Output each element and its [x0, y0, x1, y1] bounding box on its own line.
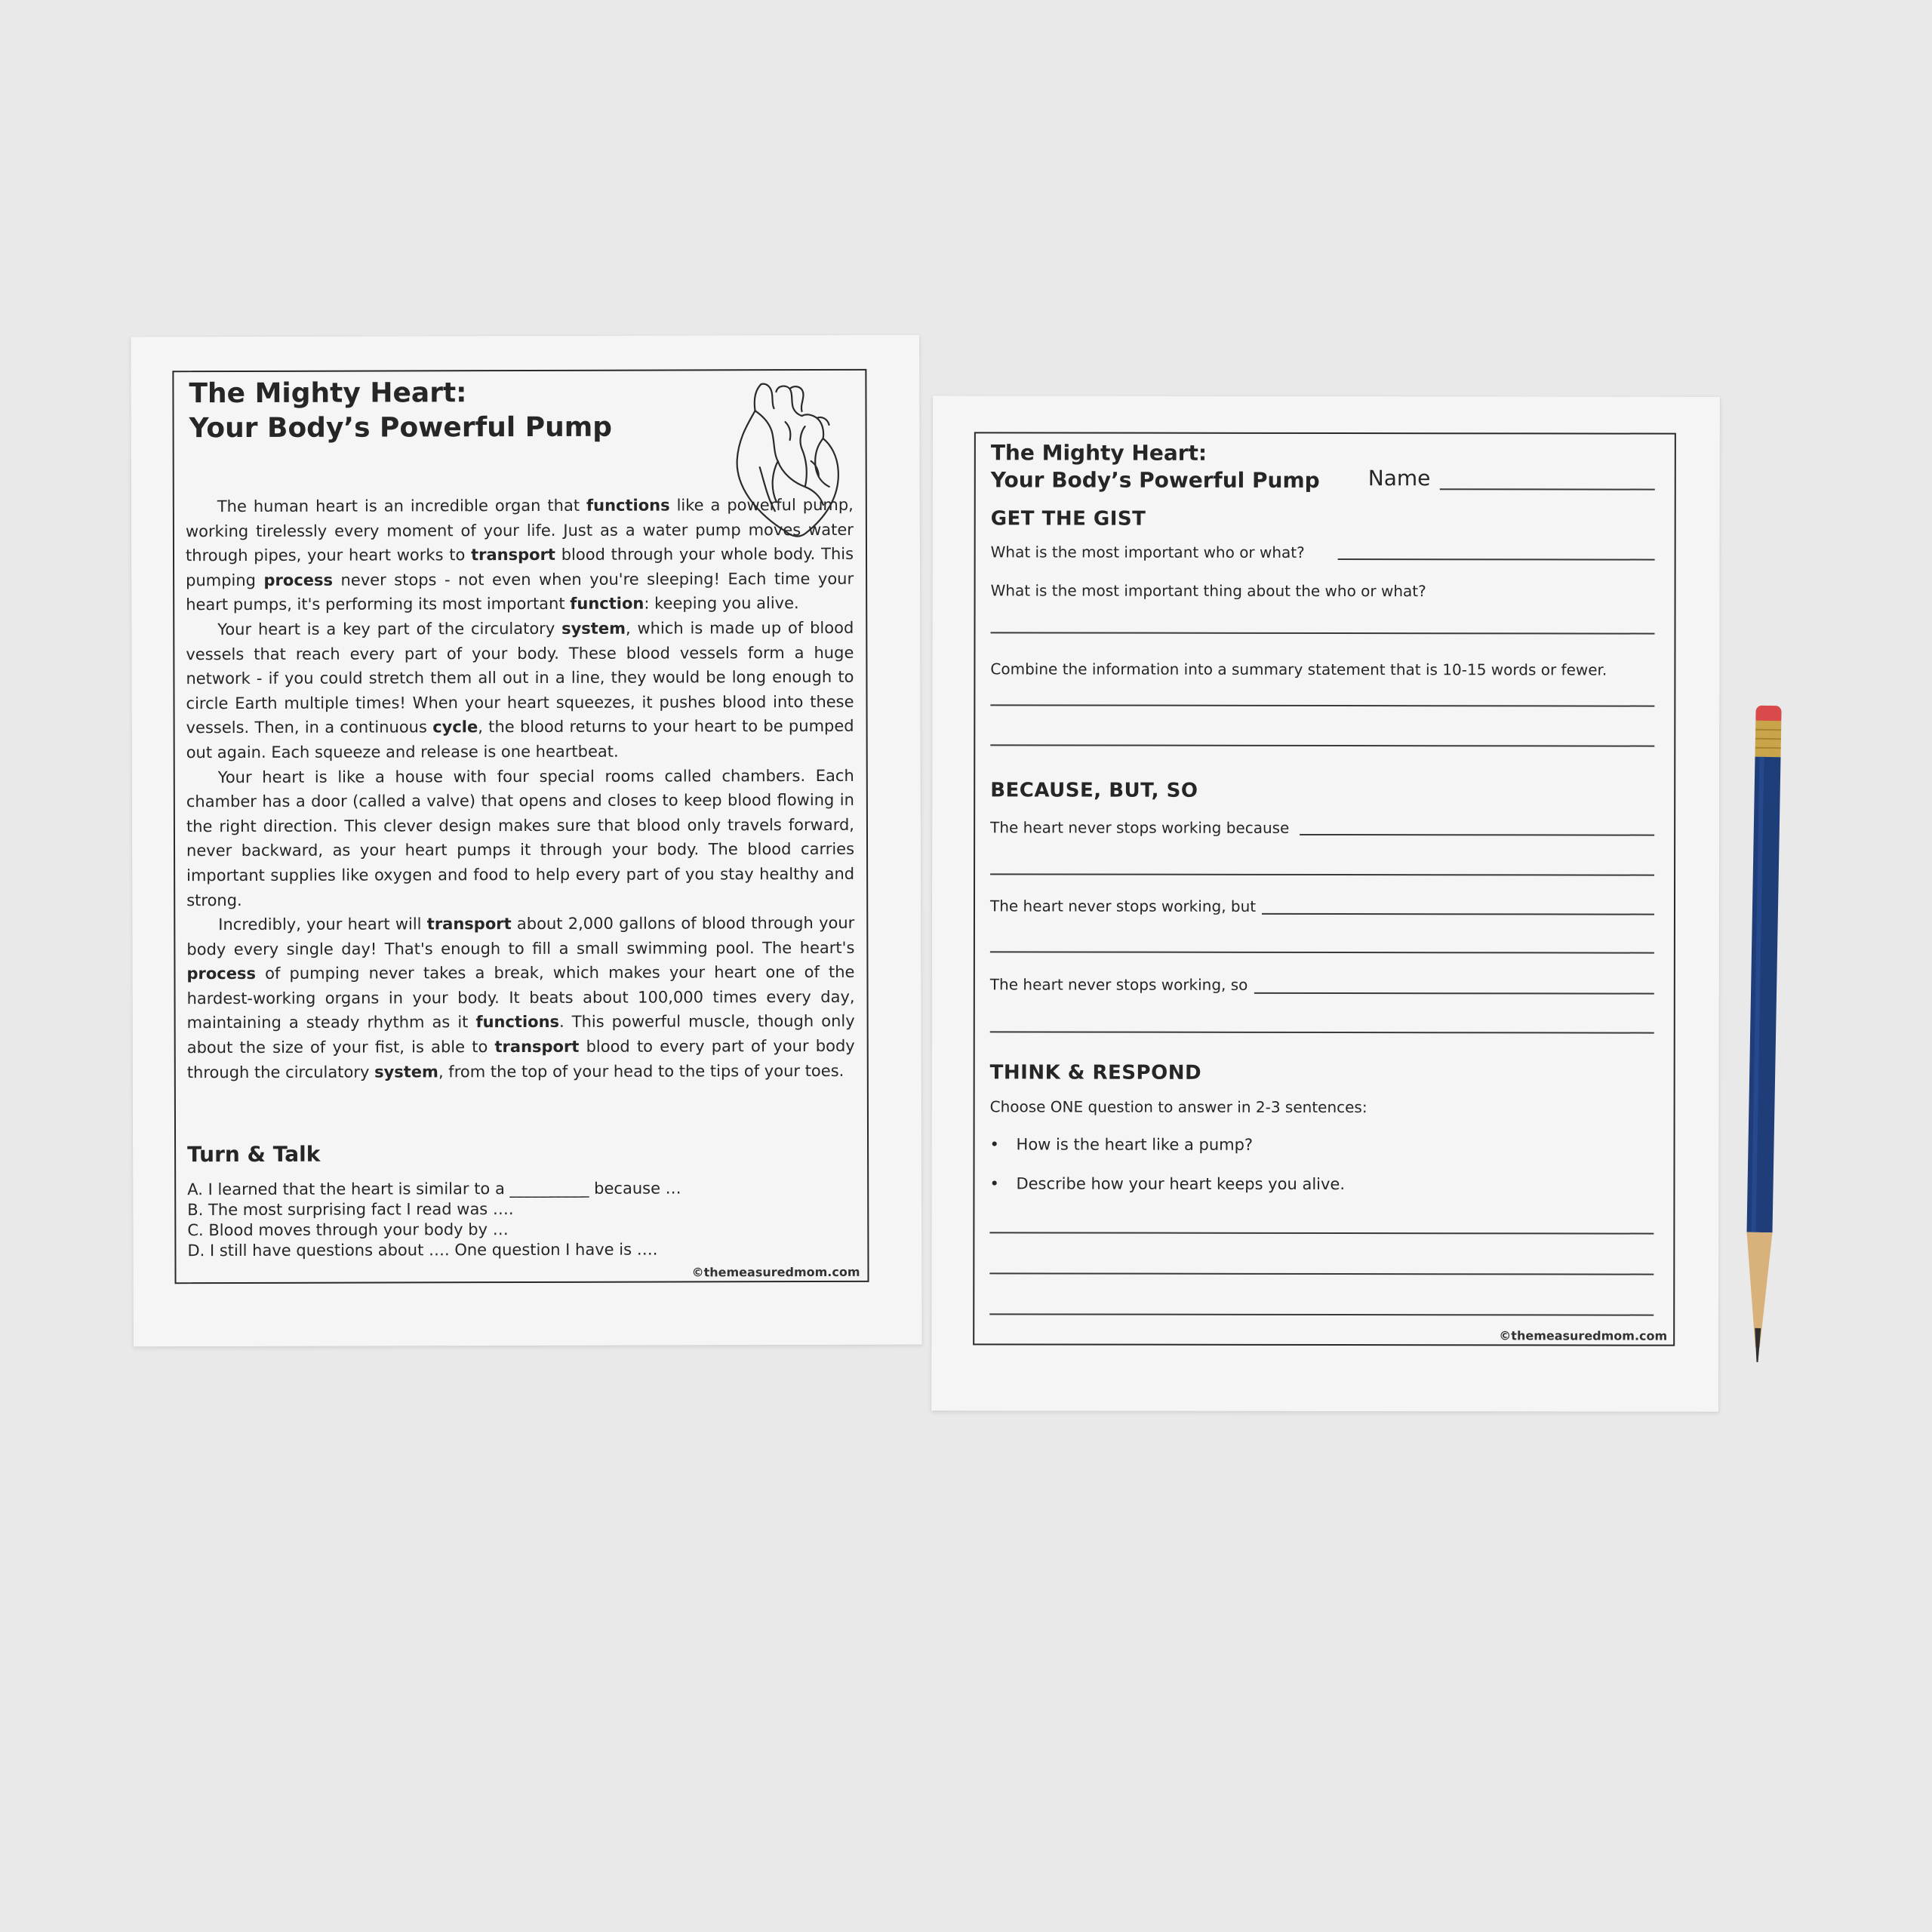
vocabulary-word: process — [186, 964, 257, 983]
so-answer-line[interactable] — [990, 1031, 1654, 1033]
worksheet-title-line2: Your Body’s Powerful Pump — [990, 467, 1320, 493]
gist-question-who-what: What is the most important who or what? — [990, 543, 1305, 561]
gist-question-summary: Combine the information into a summary statement that is 10-15 words or fewer. — [990, 660, 1607, 679]
passage-paragraph — [186, 616, 854, 765]
passage-text-segment: about 2,000 gallons of blood through your body every single day! That's enough to fill a small swimming pool. The heart's — [186, 913, 855, 958]
think-question — [989, 1174, 1345, 1193]
turn-and-talk-item: A. I learned that the heart is similar to a __________ because … — [187, 1179, 681, 1199]
vocabulary-word: cycle — [432, 718, 478, 737]
worksheet-frame — [973, 432, 1676, 1346]
because-but-so-heading: BECAUSE, BUT, SO — [990, 779, 1198, 802]
vocabulary-word: function — [570, 594, 645, 614]
passage-title-line1: The Mighty Heart: — [189, 377, 467, 410]
passage-text-segment: blood to every part of your body through the circulatory — [186, 1036, 855, 1081]
passage-title-line2: Your Body’s Powerful Pump — [189, 411, 613, 445]
passage-text-segment: , which is made up of blood vessels that reach every part of your body. These blood vessels form a huge network - if you could stretch them all out in a line, they would be long enough to circle Earth multiple times! When your heart squeezes, it pushes blood into these vessels. Then, in a continuous — [186, 618, 854, 737]
gist-answer-line[interactable] — [990, 632, 1654, 634]
worksheet-title-line1: The Mighty Heart: — [990, 440, 1208, 466]
vocabulary-word: transport — [426, 915, 512, 934]
response-answer-line[interactable] — [989, 1232, 1654, 1234]
gist-answer-line[interactable] — [1338, 558, 1655, 561]
vocabulary-word: process — [263, 571, 334, 589]
turn-and-talk-heading: Turn & Talk — [187, 1141, 321, 1168]
response-worksheet-sheet — [931, 395, 1720, 1411]
but-answer-line[interactable] — [990, 951, 1654, 953]
gist-question-important-thing: What is the most important thing about the who or what? — [990, 581, 1426, 601]
but-answer-line[interactable] — [1262, 913, 1654, 915]
vocabulary-word: functions — [586, 496, 670, 515]
bullet-icon: • — [989, 1135, 999, 1154]
passage-paragraph — [186, 493, 854, 617]
turn-and-talk-list — [187, 1178, 681, 1261]
because-answer-line[interactable] — [1300, 834, 1654, 836]
copyright-credit: ©themeasuredmom.com — [1499, 1328, 1668, 1343]
summary-answer-line[interactable] — [990, 704, 1654, 706]
passage-text-segment: Your heart is like a house with four special rooms called chambers. Each chamber has a door (called a valve) that opens and closes to keep blood flowing in the right direction. This clever design makes sure that blood only travels forward, never backward, as your heart pumps it through your body. The blood carries important supplies like oxygen and food to help every part of you stay healthy and strong. — [186, 766, 855, 909]
because-answer-line[interactable] — [990, 873, 1654, 875]
pencil-icon — [1740, 698, 1792, 1377]
passage-text-segment: like a powerful pump, working tirelessly every moment of your life. Just as a water pump moves water through pipes, your heart works to — [185, 495, 854, 565]
response-answer-line[interactable] — [989, 1272, 1654, 1275]
response-answer-line[interactable] — [989, 1313, 1654, 1315]
passage-title — [189, 376, 612, 447]
passage-text-segment: blood through your whole body. This pumping — [186, 545, 854, 589]
passage-text-segment: of pumping never takes a break, which makes your heart one of the hardest-working organs in your body. It beats about 100,000 times every day, maintaining a steady rhythm as it — [186, 963, 855, 1032]
name-answer-line[interactable] — [1440, 488, 1655, 490]
passage-text-segment: Incredibly, your heart will — [218, 915, 427, 934]
think-question — [990, 1135, 1254, 1153]
think-and-respond-heading: THINK & RESPOND — [989, 1061, 1202, 1084]
passage-text-segment: never stops - not even when you're sleeping! Each time your heart pumps, it's performing its most important — [186, 569, 854, 614]
passage-text-segment: The human heart is an incredible organ that — [217, 496, 587, 516]
passage-text-segment: , from the top of your head to the tips of your toes. — [438, 1061, 844, 1081]
passage-text-segment: Your heart is a key part of the circulatory — [217, 619, 562, 639]
think-question-text: How is the heart like a pump? — [1016, 1135, 1254, 1154]
think-question-text: Describe how your heart keeps you alive. — [1016, 1174, 1346, 1194]
passage-text — [186, 493, 855, 1085]
vocabulary-word: system — [374, 1062, 438, 1081]
name-label: Name — [1367, 466, 1431, 491]
turn-and-talk-item: B. The most surprising fact I read was …. — [187, 1200, 514, 1220]
vocabulary-word: transport — [494, 1037, 580, 1057]
so-prompt: The heart never stops working, so — [989, 975, 1248, 994]
reading-passage-sheet — [131, 335, 921, 1347]
so-answer-line[interactable] — [1254, 992, 1654, 995]
passage-frame — [172, 369, 869, 1284]
summary-answer-line[interactable] — [990, 744, 1654, 746]
vocabulary-word: functions — [475, 1013, 560, 1032]
vocabulary-word: transport — [471, 546, 555, 565]
passage-paragraph — [186, 911, 855, 1084]
bullet-icon: • — [989, 1174, 999, 1193]
worksheet-title — [991, 439, 1320, 494]
because-prompt: The heart never stops working because — [990, 818, 1290, 837]
but-prompt: The heart never stops working, but — [989, 897, 1257, 915]
vocabulary-word: system — [561, 619, 626, 638]
passage-paragraph — [186, 763, 855, 912]
get-the-gist-heading: GET THE GIST — [990, 507, 1146, 531]
passage-text-segment: : keeping you alive. — [644, 594, 799, 613]
passage-text-segment: , the blood returns to your heart to be pumped out again. Each squeeze and release is one heartbeat. — [186, 717, 854, 762]
copyright-credit: ©themeasuredmom.com — [691, 1264, 860, 1280]
turn-and-talk-item: D. I still have questions about …. One question I have is …. — [187, 1240, 658, 1260]
turn-and-talk-item: C. Blood moves through your body by … — [187, 1220, 509, 1240]
think-instruction: Choose ONE question to answer in 2-3 sentences: — [989, 1097, 1367, 1117]
passage-text-segment: . This powerful muscle, though only about the size of your fist, is able to — [186, 1012, 855, 1057]
